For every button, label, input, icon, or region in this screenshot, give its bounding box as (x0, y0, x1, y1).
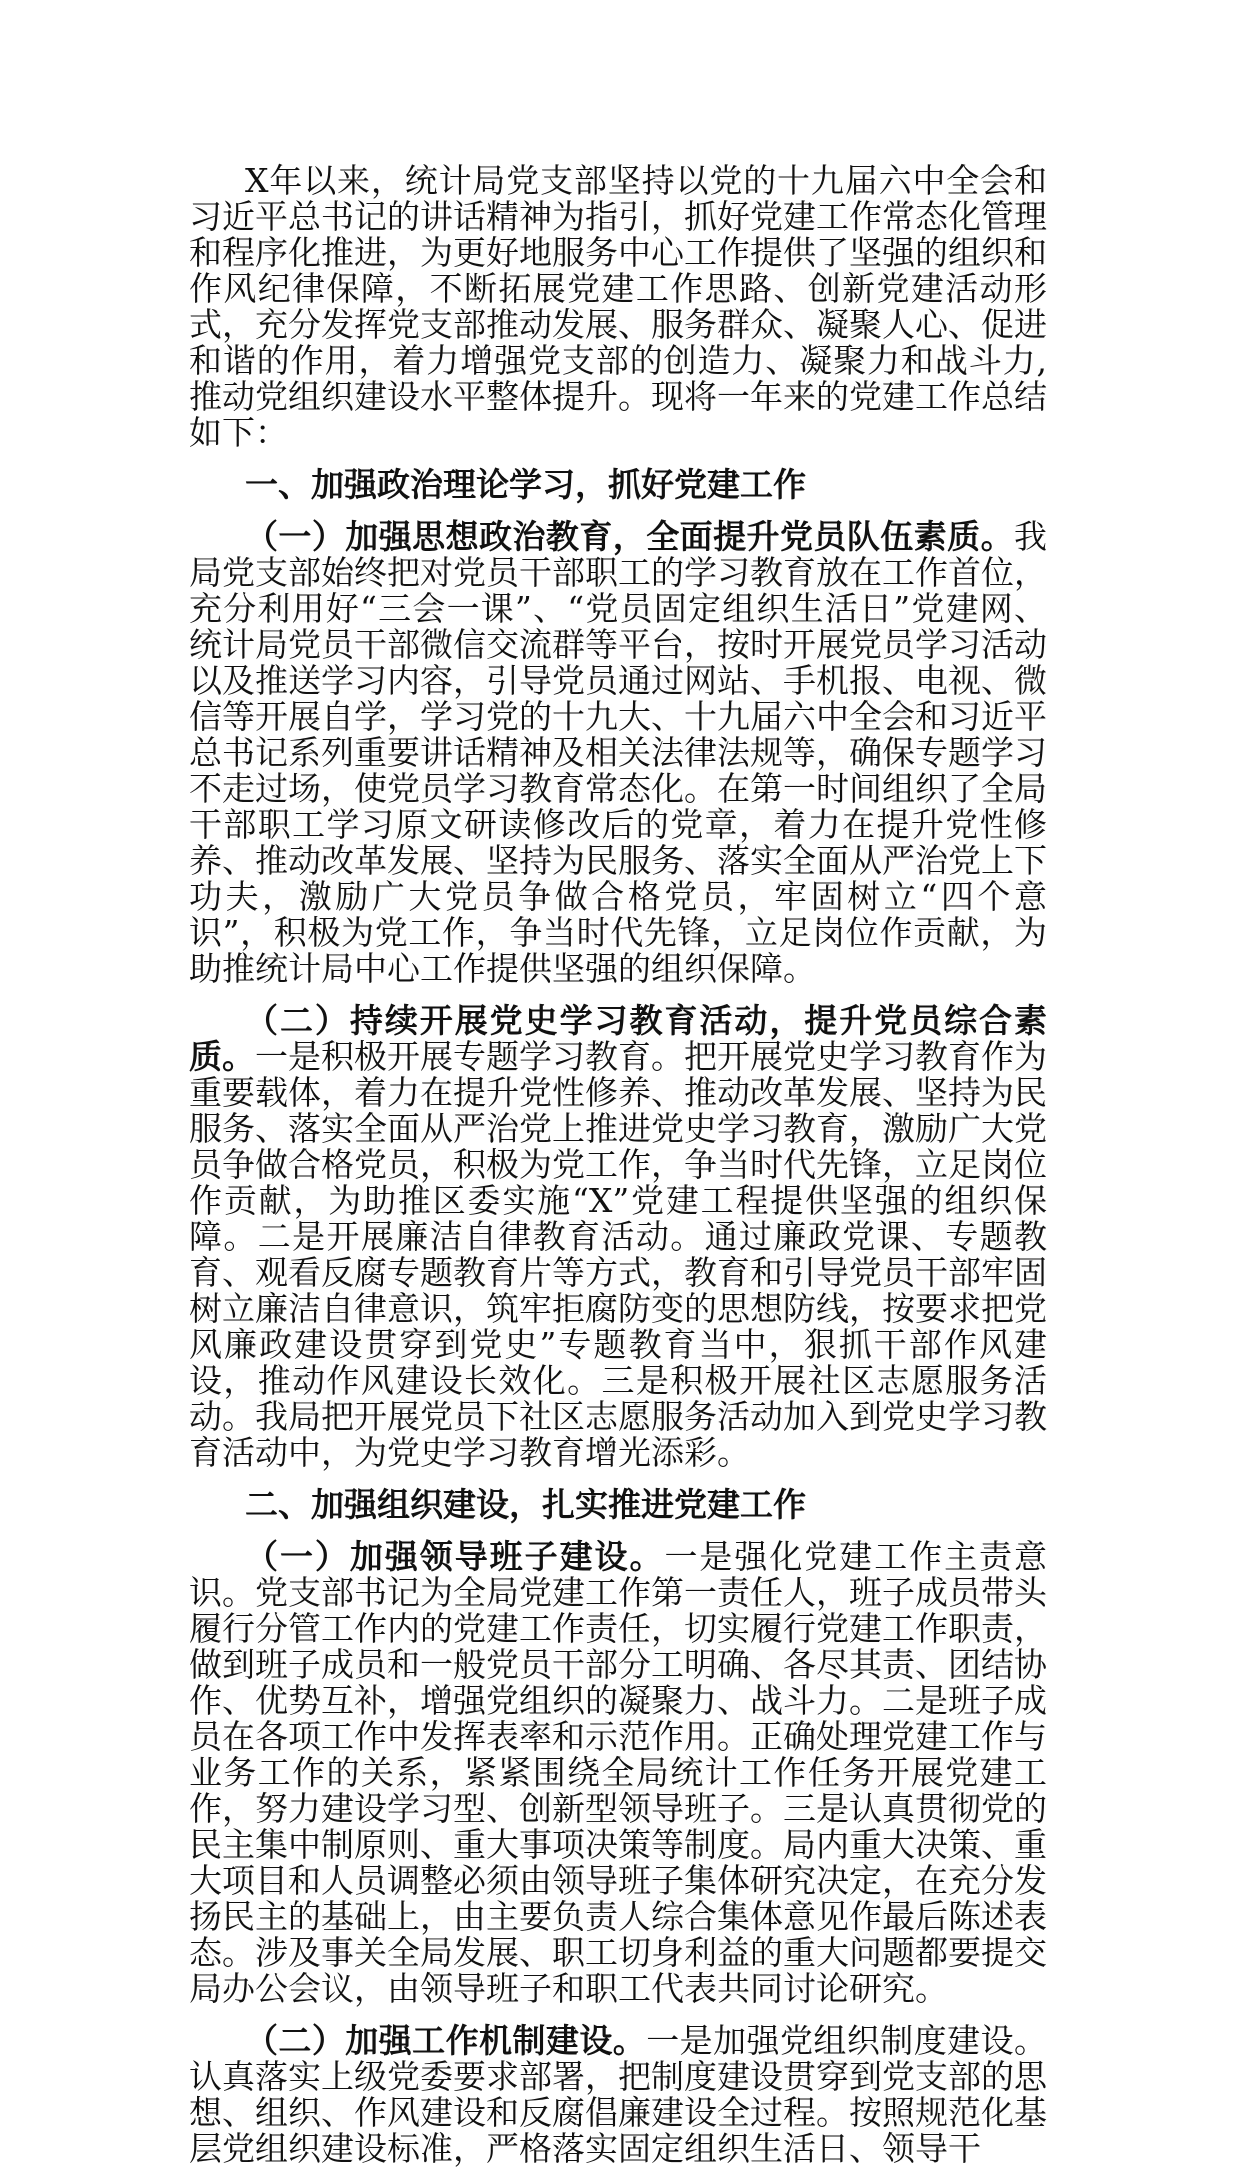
paragraph-lead: （一）加强领导班子建设。 (245, 1537, 665, 1576)
paragraph-1-2 (189, 1003, 1047, 1471)
section-heading-1: 一、加强政治理论学习，抓好党建工作 (245, 465, 806, 504)
paragraph-lead: （一）加强思想政治教育，全面提升党员队伍素质。 (245, 517, 1014, 556)
paragraph-2-1 (189, 1539, 1047, 2007)
paragraph-body: 一是强化党建工作主责意识。党支部书记为全局党建工作第一责任人，班子成员带头履行分管工作内的党建工作责任，切实履行党建工作职责，做到班子成员和一般党员干部分工明确、各尽其责、团结协作、优势互补，增强党组织的凝聚力、战斗力。二是班子成员在各项工作中发挥表率和示范作用。正确处理党建工作与业务工作的关系，紧紧围绕全局统计工作任务开展党建工作，努力建设学习型、创新型领导班子。三是认真贯彻党的民主集中制原则、重大事项决策等制度。局内重大决策、重大项目和人员调整必须由领导班子集体研究决定，在充分发扬民主的基础上，由主要负责人综合集体意见作最后陈述表态。涉及事关全局发展、职工切身利益的重大问题都要提交局办公会议，由领导班子和职工代表共同讨论研究。 (189, 1537, 1048, 2008)
paragraph-body: 一是积极开展专题学习教育。把开展党史学习教育作为重要载体，着力在提升党性修养、推动改革发展、坚持为民服务、落实全面从严治党上推进党史学习教育，激励广大党员争做合格党员，积极为党工作，争当时代先锋，立足岗位作贡献，为助推区委实施“X”党建工程提供坚强的组织保障。二是开展廉洁自律教育活动。通过廉政党课、专题教育、观看反腐专题教育片等方式，教育和引导党员干部牢固树立廉洁自律意识，筑牢拒腐防变的思想防线，按要求把党风廉政建设贯穿到党史”专题教育当中，狠抓干部作风建设，推动作风建设长效化。三是积极开展社区志愿服务活动。我局把开展党员下社区志愿服务活动加入到党史学习教育活动中，为党史学习教育增光添彩。 (189, 1037, 1047, 1472)
intro-paragraph: X年以来，统计局党支部坚持以党的十九届六中全会和习近平总书记的讲话精神为指引，抓好党建工作常态化管理和程序化推进，为更好地服务中心工作提供了坚强的组织和作风纪律保障，不断拓展党建工作思路、创新党建活动形式，充分发挥党支部推动发展、服务群众、凝聚人心、促进和谐的作用，着力增强党支部的创造力、凝聚力和战斗力,推动党组织建设水平整体提升。现将一年来的党建工作总结如下： (189, 161, 1047, 452)
paragraph-lead: （二）加强工作机制建设。 (245, 2021, 647, 2060)
paragraph-2-2 (189, 2023, 1047, 2167)
section-heading-2: 二、加强组织建设，扎实推进党建工作 (245, 1485, 806, 1524)
document-page (189, 163, 1047, 2183)
paragraph-body: 我局党支部始终把对党员干部职工的学习教育放在工作首位，充分利用好“三会一课”、“党员固定组织生活日”党建网、统计局党员干部微信交流群等平台，按时开展党员学习活动以及推送学习内容，引导党员通过网站、手机报、电视、微信等开展自学，学习党的十九大、十九届六中全会和习近平总书记系列重要讲话精神及相关法律法规等，确保专题学习不走过场，使党员学习教育常态化。在第一时间组织了全局干部职工学习原文研读修改后的党章，着力在提升党性修养、推动改革发展、坚持为民服务、落实全面从严治党上下功夫，激励广大党员争做合格党员，牢固树立“四个意识”，积极为党工作，争当时代先锋，立足岗位作贡献，为助推统计局中心工作提供坚强的组织保障。 (189, 517, 1047, 988)
paragraph-1-1 (189, 519, 1047, 987)
paragraph-lead: （二）持续开展党史学习教育活动，提升党员综合素质。 (189, 1001, 1047, 1076)
paragraph-body: 一是加强党组织制度建设。认真落实上级党委要求部署，把制度建设贯穿到党支部的思想、组织、作风建设和反腐倡廉建设全过程。按照规范化基层党组织建设标准，严格落实固定组织生活日、领导干 (189, 2021, 1048, 2168)
